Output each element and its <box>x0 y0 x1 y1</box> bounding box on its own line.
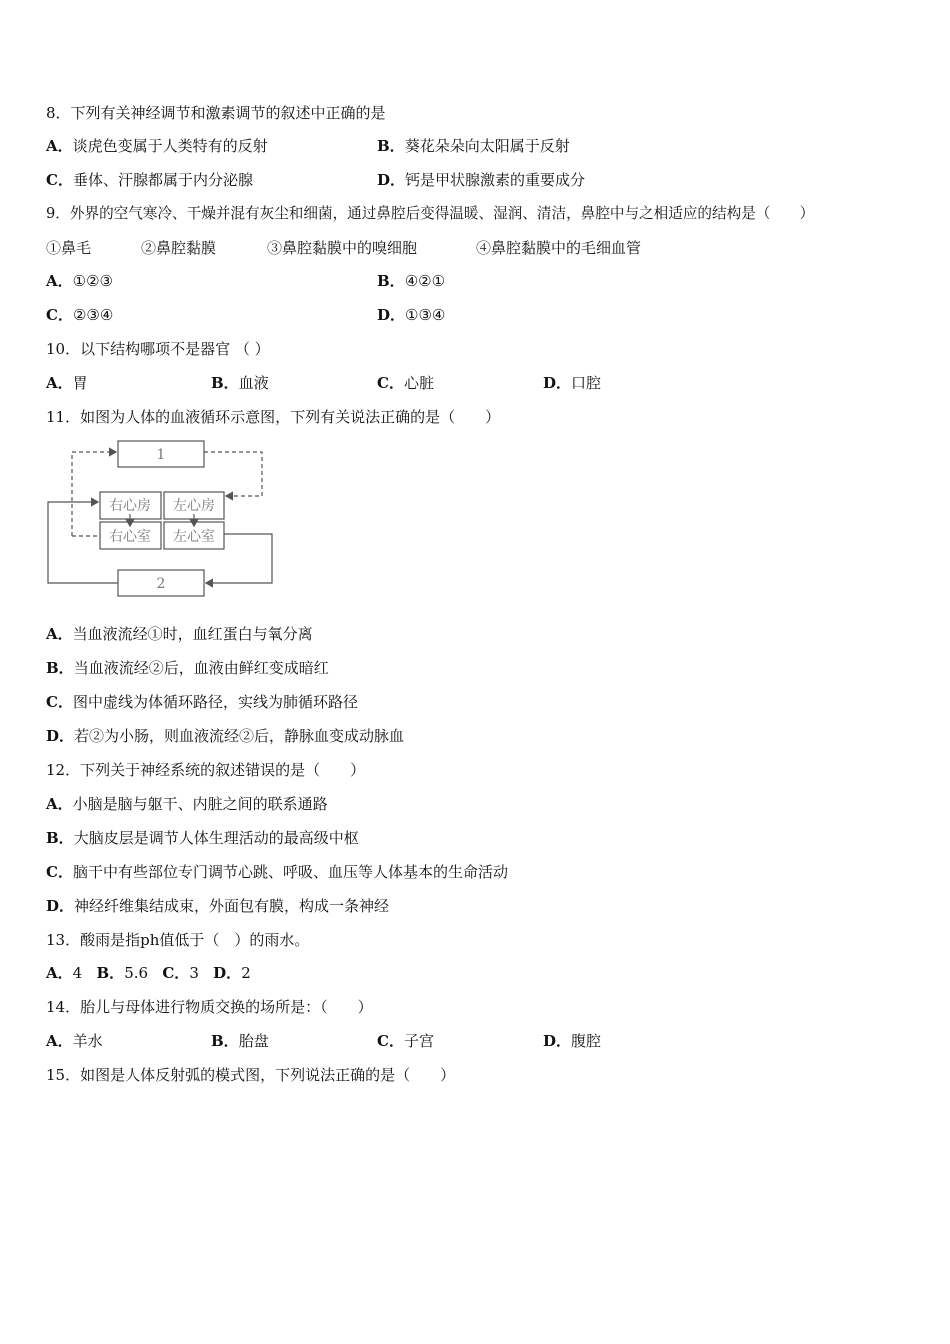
question-9-item-4: ④鼻腔黏膜中的毛细血管 <box>476 239 642 257</box>
question-14-option-c: C．子宫 <box>377 1032 434 1050</box>
question-9-option-b: B．④②① <box>377 272 446 290</box>
diagram-box-2-label: 2 <box>156 576 166 592</box>
question-10-option-d: D．口腔 <box>543 374 602 392</box>
diagram-box-1-label: 1 <box>156 447 166 463</box>
diagram-dashed-path-right <box>204 452 262 496</box>
question-11-option-c: C．图中虚线为体循环路径，实线为肺循环路径 <box>46 693 358 711</box>
diagram-right-atrium-label: 右心房 <box>109 498 151 514</box>
question-13-stem: 13．酸雨是指ph值低于（ ）的雨水。 <box>46 931 310 949</box>
diagram-left-ventricle-label: 左心室 <box>173 529 215 545</box>
question-10-option-b: B．血液 <box>211 374 269 392</box>
question-11-option-b: B．当血液流经②后，血液由鲜红变成暗红 <box>46 659 329 677</box>
diagram-left-atrium-label: 左心房 <box>173 498 215 514</box>
diagram-right-ventricle-label: 右心室 <box>109 529 151 545</box>
question-12-stem: 12．下列关于神经系统的叙述错误的是（ ） <box>46 761 366 779</box>
question-14-option-a: A．羊水 <box>46 1032 103 1050</box>
question-12-option-c: C．脑干中有些部位专门调节心跳、呼吸、血压等人体基本的生命活动 <box>46 863 508 881</box>
question-11-option-d: D．若②为小肠，则血液流经②后，静脉血变成动脉血 <box>46 727 405 745</box>
question-9-option-d: D．①③④ <box>377 306 446 324</box>
blood-circulation-diagram <box>44 436 284 602</box>
question-9-item-3: ③鼻腔黏膜中的嗅细胞 <box>267 239 418 257</box>
question-8-option-b: B．葵花朵朵向太阳属于反射 <box>377 137 570 155</box>
question-12-option-a: A．小脑是脑与躯干、内脏之间的联系通路 <box>46 795 328 813</box>
question-10-option-a: A．胃 <box>46 374 88 392</box>
question-9-option-a: A．①②③ <box>46 272 113 290</box>
question-14-option-d: D．腹腔 <box>543 1032 602 1050</box>
question-9-option-c: C．②③④ <box>46 306 114 324</box>
question-14-option-b: B．胎盘 <box>211 1032 269 1050</box>
question-9-stem: 9．外界的空气寒冷、干燥并混有灰尘和细菌，通过鼻腔后变得温暖、湿润、清洁，鼻腔中与之相适应的结构是（ ） <box>46 205 815 222</box>
question-10-stem: 10．以下结构哪项不是器官 （ ） <box>46 340 270 358</box>
question-11-option-a: A．当血液流经①时，血红蛋白与氧分离 <box>46 625 313 643</box>
question-8-option-a: A．谈虎色变属于人类特有的反射 <box>46 137 268 155</box>
question-8-option-d: D．钙是甲状腺激素的重要成分 <box>377 171 586 189</box>
question-9-item-2: ②鼻腔黏膜 <box>141 239 217 257</box>
question-9-item-1: ①鼻毛 <box>46 239 92 257</box>
question-8-option-c: C．垂体、汗腺都属于内分泌腺 <box>46 171 253 189</box>
question-8-stem: 8．下列有关神经调节和激素调节的叙述中正确的是 <box>46 104 386 122</box>
question-12-option-d: D．神经纤维集结成束，外面包有膜，构成一条神经 <box>46 897 390 915</box>
question-10-option-c: C．心脏 <box>377 374 434 392</box>
question-12-option-b: B．大脑皮层是调节人体生理活动的最高级中枢 <box>46 829 359 847</box>
question-14-stem: 14．胎儿与母体进行物质交换的场所是：（ ） <box>46 998 373 1016</box>
question-15-stem: 15．如图是人体反射弧的模式图，下列说法正确的是（ ） <box>46 1066 456 1084</box>
question-13-options: A．4 B．5.6 C．3 D．2 <box>46 964 251 982</box>
question-11-stem: 11．如图为人体的血液循环示意图，下列有关说法正确的是（ ） <box>46 408 501 426</box>
